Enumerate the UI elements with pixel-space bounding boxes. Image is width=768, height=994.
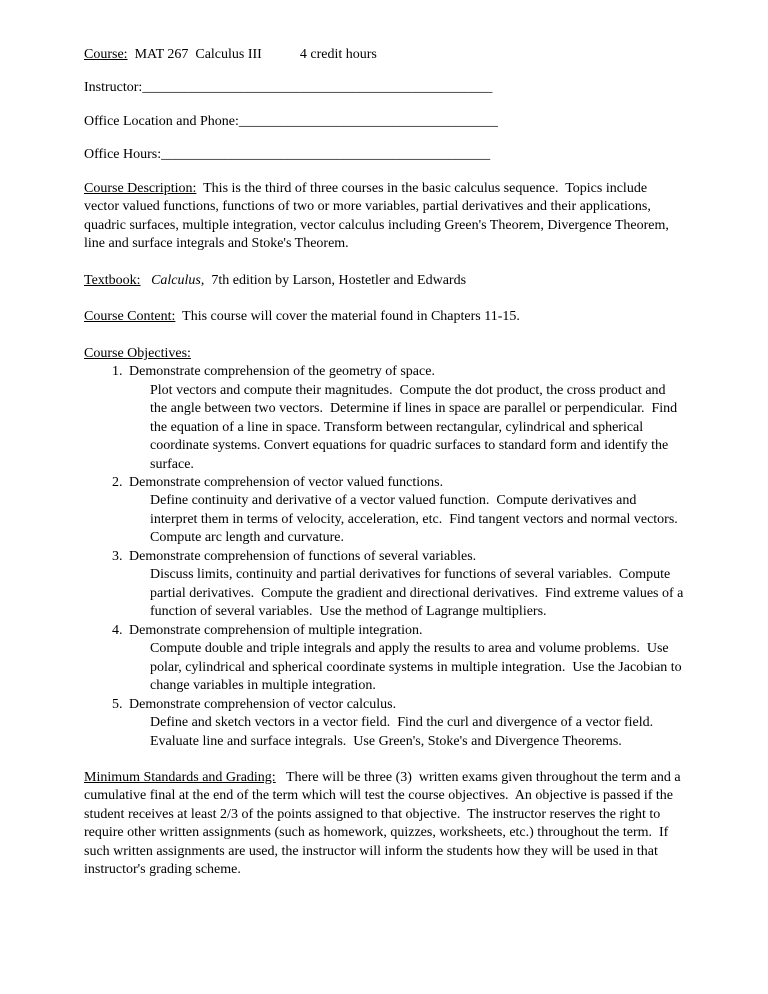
- grading-text: There will be three (3) written exams given throughout the term and a cumulative final at the end of the term which will test the course objectives. An objective is passed if the student receives at least 2/3 of the points assigned to that objective. The instructor reserves the right to require other written assignments (such as homework, quizzes, worksheets, etc.) throughout the term. If such written assignments are used, the instructor will inform the students how they will be used in that instructor's grading scheme.: [84, 770, 685, 878]
- course-content-text: This course will cover the material found in Chapters 11-15.: [175, 309, 520, 325]
- objective-title: Demonstrate comprehension of multiple integration.: [129, 622, 423, 638]
- textbook-line: [84, 272, 685, 290]
- course-content-label: Course Content:: [84, 309, 176, 325]
- course-content-line: [84, 308, 685, 326]
- office-location-label: Office Location and Phone:: [84, 113, 239, 129]
- objective-detail: Define continuity and derivative of a vector valued function. Compute derivatives and interpret them in terms of velocity, acceleration, etc. Find tangent vectors and normal vectors. Compute arc length and curvature.: [150, 493, 685, 546]
- objective-item-5: [84, 696, 685, 751]
- instructor-line: [84, 79, 685, 97]
- office-location-blank: _____________________________________: [238, 113, 498, 129]
- objective-detail: Plot vectors and compute their magnitudes. Compute the dot product, the cross product and the angle between two vectors. Determine if lines in space are parallel or perpendicular. Find the equation of a line in space. Transform between rectangular, cylindrical and spherical coordinate systems. Convert equations for quadric surfaces to standard form and identify the surface.: [150, 382, 681, 472]
- instructor-label: Instructor:: [84, 80, 143, 96]
- course-line: [84, 46, 685, 64]
- objective-heading: [84, 696, 685, 714]
- objective-item-2: [84, 474, 685, 548]
- course-name: MAT 267 Calculus III: [127, 47, 262, 62]
- course-description-text: This is the third of three courses in the basic calculus sequence. Topics include vector valued functions, functions of two or more variables, partial derivatives and their applications, quadric surfaces, multiple integration, vector calculus including Green's Theorem, Divergence Theorem, line and surface integrals and Stoke's Theorem.: [84, 180, 673, 252]
- objective-number: 4.: [112, 622, 123, 638]
- objective-heading: [84, 622, 685, 640]
- objective-detail: Define and sketch vectors in a vector field. Find the curl and divergence of a vector field. Evaluate line and surface integrals. Use Green's, Stoke's and Divergence Theorems.: [150, 715, 661, 749]
- objective-heading: [84, 363, 685, 381]
- objective-detail: Discuss limits, continuity and partial derivatives for functions of several variables. Compute partial derivatives. Compute the gradient and directional derivatives. Find extreme values of a function of several variables. Use the method of Lagrange multipliers.: [150, 567, 687, 620]
- objective-item-3: [84, 548, 685, 622]
- credit-hours: 4 credit hours: [299, 47, 377, 62]
- objective-number: 3.: [112, 548, 123, 564]
- course-description-paragraph: [84, 180, 685, 254]
- instructor-blank: __________________________________________________: [142, 80, 493, 96]
- course-objectives-label: Course Objectives:: [84, 345, 191, 361]
- grading-label: Minimum Standards and Grading:: [84, 770, 276, 785]
- objective-title: Demonstrate comprehension of functions of several variables.: [129, 548, 477, 564]
- course-label: Course:: [84, 47, 128, 62]
- textbook-label: Textbook:: [84, 272, 141, 288]
- course-objectives-section: [84, 345, 685, 751]
- objective-number: 5.: [112, 696, 123, 712]
- office-hours-label: Office Hours:: [84, 147, 162, 163]
- grading-paragraph: [84, 769, 685, 880]
- course-description-label: Course Description:: [84, 180, 197, 196]
- objective-detail: Compute double and triple integrals and apply the results to area and volume problems. Use polar, cylindrical and spherical coordinate systems in multiple integration. Use the Jacobian to change variables in multiple integration.: [150, 641, 686, 694]
- objective-number: 2.: [112, 474, 123, 490]
- objective-title: Demonstrate comprehension of vector valued functions.: [129, 474, 444, 490]
- course-objectives-label-line: [84, 345, 685, 363]
- office-hours-blank: _______________________________________________: [161, 147, 491, 163]
- objective-number: 1.: [112, 364, 123, 380]
- objective-item-4: [84, 622, 685, 696]
- objective-heading: [84, 548, 685, 566]
- textbook-title: Calculus: [140, 272, 201, 288]
- office-hours-line: [84, 146, 685, 164]
- objective-item-1: [84, 363, 685, 474]
- objective-title: Demonstrate comprehension of vector calculus.: [129, 696, 397, 712]
- textbook-edition: , 7th edition by Larson, Hostetler and Edwards: [200, 272, 467, 288]
- objective-heading: [84, 474, 685, 492]
- objective-title: Demonstrate comprehension of the geometry of space.: [129, 364, 435, 380]
- office-location-line: [84, 113, 685, 131]
